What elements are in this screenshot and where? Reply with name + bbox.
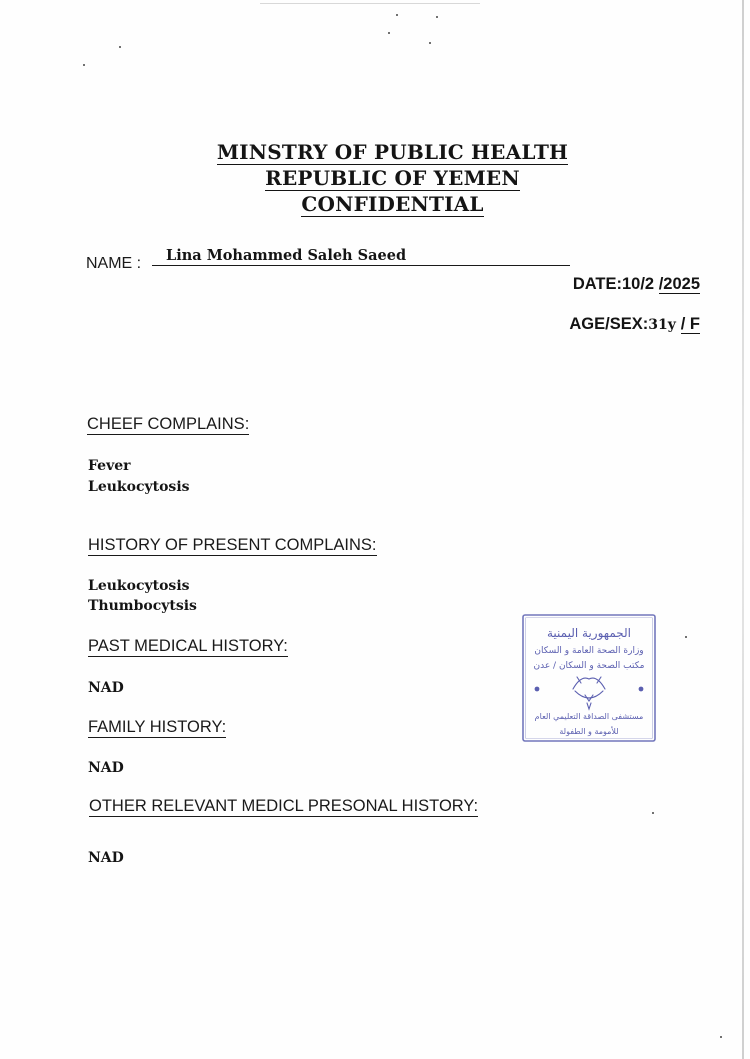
age-value: 31y	[648, 317, 681, 333]
scan-speck	[720, 1036, 722, 1038]
scan-speck	[83, 64, 85, 66]
age-sex-label: AGE/SEX:	[569, 315, 649, 333]
stamp-text: مكتب الصحة و السكان / عدن	[533, 661, 645, 671]
header-confidential-text: CONFIDENTIAL	[301, 192, 484, 216]
chief-complaint-item: Fever	[88, 458, 131, 474]
stamp-dot-icon	[639, 687, 644, 692]
date-field	[573, 274, 700, 294]
stamp-text: للأمومة و الطفولة	[559, 727, 619, 736]
stamp-text: مستشفى الصداقة التعليمي العام	[534, 712, 644, 721]
hospital-stamp	[521, 613, 657, 743]
chief-complaint-item: Leukocytosis	[88, 479, 190, 495]
name-label: NAME :	[86, 255, 142, 272]
scan-speck	[429, 42, 431, 44]
history-present-item: Thumbocytsis	[88, 598, 197, 614]
stamp-dot-icon	[535, 687, 540, 692]
scan-edge-top	[260, 3, 480, 4]
other-history-value: NAD	[88, 850, 124, 866]
family-history-label: FAMILY HISTORY:	[88, 718, 227, 736]
header-republic-text: REPUBLIC OF YEMEN	[265, 166, 520, 190]
scan-speck	[685, 636, 687, 638]
history-present-item: Leukocytosis	[88, 578, 190, 594]
age-sex-field	[569, 314, 700, 335]
header-confidential	[0, 192, 750, 216]
date-day-month: 10/2	[622, 275, 659, 293]
patient-name: Lina Mohammed Saleh Saeed	[166, 247, 407, 264]
scan-speck	[388, 32, 390, 34]
past-medical-label: PAST MEDICAL HISTORY:	[88, 637, 288, 655]
family-history-value: NAD	[88, 760, 124, 776]
other-history-label: OTHER RELEVANT MEDICL PRESONAL HISTORY:	[89, 797, 479, 815]
name-underline	[152, 265, 570, 266]
chief-complaints-label: CHEEF COMPLAINS:	[87, 415, 250, 433]
scan-speck	[436, 16, 438, 18]
date-label: DATE:	[572, 275, 622, 293]
scan-speck	[119, 46, 121, 48]
stamp-graphic	[523, 615, 655, 741]
history-present-label: HISTORY OF PRESENT COMPLAINS:	[88, 536, 377, 554]
date-year: /2025	[658, 275, 700, 293]
eagle-emblem-icon	[573, 677, 605, 709]
header-republic	[0, 166, 750, 190]
stamp-text: وزارة الصحة العامة و السكان	[534, 646, 644, 656]
stamp-text: الجمهورية اليمنية	[546, 626, 632, 640]
past-medical-value: NAD	[88, 680, 124, 696]
scan-speck	[396, 14, 398, 16]
scan-speck	[652, 812, 654, 814]
sex-value: / F	[680, 315, 700, 333]
header-ministry	[0, 140, 750, 164]
header-ministry-text: MINSTRY OF PUBLIC HEALTH	[216, 140, 569, 164]
